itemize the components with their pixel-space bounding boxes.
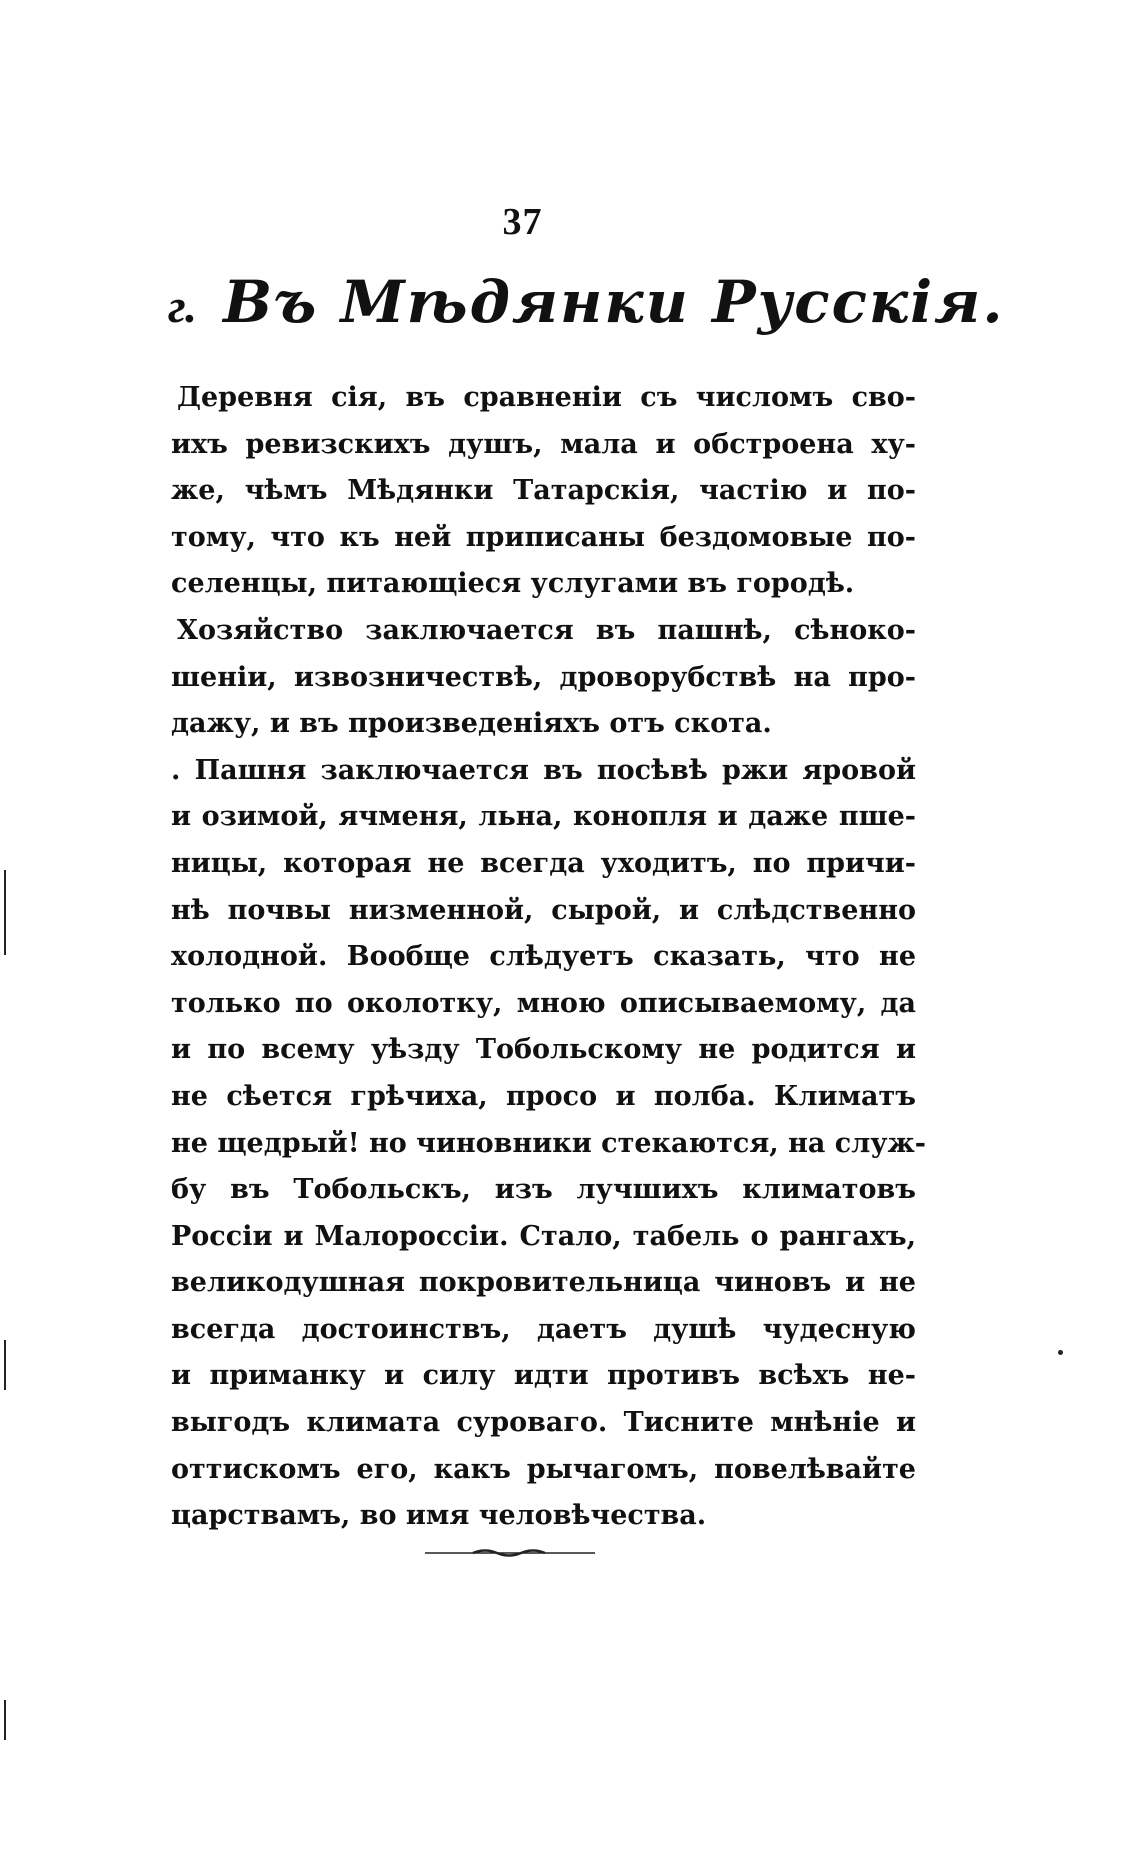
text-line: Россіи и Малороссіи. Стало, табель о рангахъ,	[171, 1220, 916, 1252]
text-line: царствамъ, во имя человѣчества.	[171, 1500, 707, 1532]
text-line: не щедрый! но чиновники стекаются, на служ-	[171, 1127, 926, 1159]
text-line: всегда достоинствъ, даетъ душѣ чудесную	[171, 1313, 916, 1345]
text-line: не сѣется грѣчиха, просо и полба. Климатъ	[171, 1080, 916, 1112]
left-margin-rule	[4, 1700, 6, 1740]
body-text	[171, 375, 926, 1540]
end-ornament	[425, 1548, 595, 1558]
text-line: и по всему уѣзду Тобольскому не родится и	[171, 1034, 916, 1066]
text-line: Деревня сія, въ сравненіи съ числомъ сво-	[177, 382, 916, 413]
text-line: ницы, которая не всегда уходитъ, по причи-	[171, 847, 916, 879]
text-line: Хозяйство заключается въ пашнѣ, сѣноко-	[177, 614, 916, 646]
section-letter: г.	[168, 280, 198, 333]
text-line: холодной. Вообще слѣдуетъ сказать, что не	[171, 941, 916, 973]
right-margin-dot	[1058, 1350, 1063, 1355]
text-line: тому, что къ ней приписаны бездомовые по-	[171, 521, 916, 553]
text-line: бу въ Тобольскъ, изъ лучшихъ климатовъ	[171, 1174, 916, 1206]
section-heading	[168, 268, 1005, 336]
text-line: оттискомъ его, какъ рычагомъ, повелѣвайте	[171, 1453, 916, 1485]
section-title: Въ Мѣдянки Русскія.	[223, 268, 1005, 336]
text-line: нѣ почвы низменной, сырой, и слѣдственно	[171, 894, 916, 926]
text-line: только по околотку, мною описываемому, да	[171, 987, 916, 1019]
left-margin-rule	[4, 1340, 6, 1390]
text-line: и приманку и силу идти противъ всѣхъ не-	[171, 1360, 916, 1392]
text-line: селенцы, питающіеся услугами въ городѣ.	[171, 568, 855, 600]
text-line: же, чѣмъ Мѣдянки Татарскія, частію и по-	[171, 475, 916, 507]
text-line: выгодъ климата суроваго. Тисните мнѣніе и	[171, 1407, 916, 1439]
left-margin-rule	[4, 870, 6, 955]
text-line: дажу, и въ произведеніяхъ отъ скота.	[171, 708, 772, 740]
text-line: великодушная покровительница чиновъ и не	[171, 1267, 916, 1299]
text-line: . Пашня заключается въ посѣвѣ ржи яровой	[171, 754, 916, 786]
page-number: 37	[502, 201, 543, 243]
text-line: и озимой, ячменя, льна, конопля и даже пше-	[171, 801, 916, 833]
text-line: ихъ ревизскихъ душъ, мала и обстроена ху-	[171, 428, 916, 460]
text-line: шеніи, извозничествѣ, дроворубствѣ на про-	[171, 661, 916, 693]
